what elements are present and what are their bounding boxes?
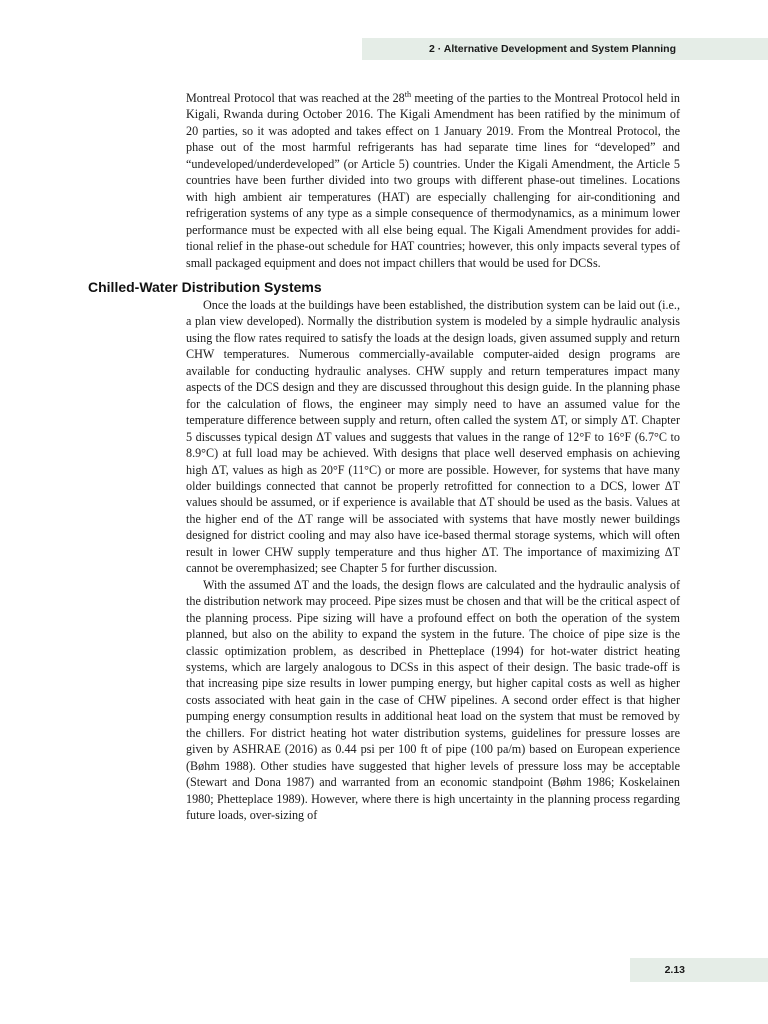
- paragraph-pipe-sizing: With the assumed ΔT and the loads, the design flows are calculated and the hydraulic analysis of the distribution network may proceed. Pipe sizes must be chosen and that will be the critical aspect of the planning process. Pipe sizing will have a profound effect on both the operation of the system planned, but also on the ability to expand the system in the future. The choice of pipe size is the classic optimization problem, as described in Phetteplace (1994) for hot-water district heating systems, which are largely analogous to DCSs in this aspect of their design. The basic trade-off is that increasing pipe size results in lower pumping energy, but higher capital costs as well as higher costs associated with heat gain in the case of CHW pipelines. A second order effect is that higher pumping energy consumption results in additional heat load on the system that must be removed by the chillers. For district heating hot water distribution systems, guidelines for pressure losses are given by ASHRAE (2016) as 0.44 psi per 100 ft of pipe (100 pa/m) based on European experience (Bøhm 1988). Other studies have suggested that higher levels of pressure loss may be acceptable (Stewart and Dona 1987) and warranted from an economic standpoint (Bøhm 1986; Koskelainen 1980; Phetteplace 1989). However, where there is high uncertainty in the planning process regarding future loads, over-sizing of: [186, 577, 680, 823]
- paragraph-montreal-protocol: Montreal Protocol that was reached at the 28th meeting of the parties to the Montreal Protocol held in Kigali, Rwanda during October 2016. The Kigali Amendment has been ratified by the minimum of 20 parties, so it was adopted and takes effect on 1 January 2019. From the Montreal Protocol, the phase out of the most harmful refrigerants has had separate time lines for “developed” and “undeveloped/underdeveloped” (or Article 5) countries. Under the Kigali Amendment, the Article 5 countries have been further divided into two groups with different phase-out timelines. Locations with high ambient air temperatures (HAT) are especially challenging for air-conditioning and refrigeration systems of any type as a simple consequence of thermodynamics, as a minimum lower performance must be expected with all else being equal. The Kigali Amendment provides for additional relief in the phase-out schedule for HAT countries; however, this only impacts several types of small packaged equipment and does not impact chillers that would be used for DCSs.: [186, 89, 681, 270]
- running-header-bar: [362, 38, 768, 60]
- section-heading: Chilled-Water Distribution Systems: [88, 278, 322, 295]
- footer-bar: [630, 958, 768, 982]
- paragraph-distribution-layout: Once the loads at the buildings have been established, the distribution system can be laid out (i.e., a plan view developed). Normally the distribution system is modeled by a simple hydraulic analysis using the flow rates required to satisfy the loads at the design loads, given assumed supply and return CHW temperatures. Numerous commercially-available computer-aided design programs are available for conducting hydraulic analyses. CHW supply and return temperatures impact many aspects of the DCS design and they are discussed throughout this design guide. In the planning phase for the calculation of flows, the engineer may simply need to have an assumed value for the temperature difference between supply and return, often called the system ΔT, or simply ΔT. Chapter 5 discusses typical design ΔT values and suggests that values in the range of 12°F to 16°F (6.7°C to 8.9°C) at full load may be achieved. With designs that place well deserved emphasis on achieving high ΔT, values as high as 20°F (11°C) or more are possible. However, for systems that have many older buildings connected that cannot be properly retrofitted for connection to a DCS, lower ΔT values should be assumed, or if experience is available that ΔT should be used as the basis. Values at the higher end of the ΔT range will be associated with systems that have mostly newer buildings designed for district cooling and may also have ice-based thermal storage systems, which will often result in lower CHW supply temperature and thus higher ΔT. The importance of maximizing ΔT cannot be overemphasized; see Chapter 5 for further discussion.: [186, 297, 680, 576]
- page-body: [88, 89, 681, 823]
- running-header-title: 2 · Alternative Development and System Planning: [428, 43, 676, 55]
- page-number: 2.13: [664, 964, 685, 976]
- ordinal-suffix: th: [404, 89, 412, 99]
